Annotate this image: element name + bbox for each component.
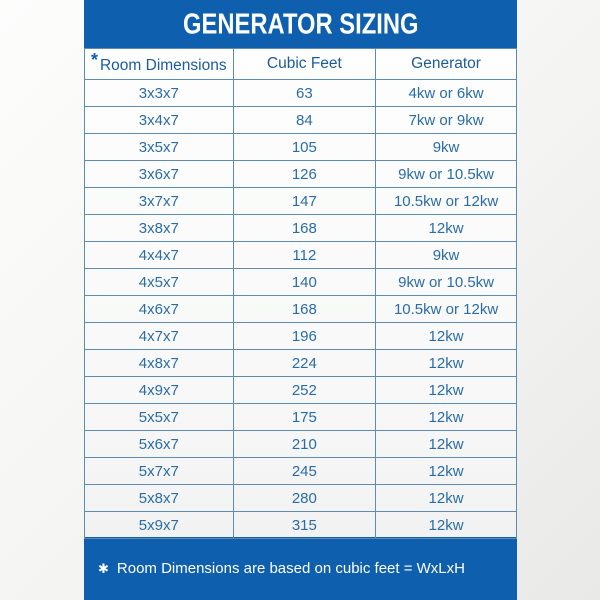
generator-cell: 9kw or 10.5kw <box>376 269 517 296</box>
asterisk-mark: * <box>90 49 98 70</box>
generator-cell: 9kw <box>376 242 517 269</box>
room-dimensions-cell: 3x7x7 <box>85 188 234 215</box>
table-row <box>85 323 517 350</box>
room-dimensions-cell: 3x3x7 <box>85 80 234 107</box>
generator-cell: 9kw or 10.5kw <box>376 161 517 188</box>
table-body <box>85 80 517 539</box>
table-row <box>85 404 517 431</box>
generator-sizing-panel <box>84 0 517 600</box>
table-header <box>85 49 517 80</box>
generator-cell: 12kw <box>376 404 517 431</box>
header-room-dimensions-label: Room Dimensions <box>99 56 227 74</box>
cubic-feet-cell: 84 <box>233 107 376 134</box>
room-dimensions-cell: 4x9x7 <box>85 377 234 404</box>
room-dimensions-cell: 5x5x7 <box>85 404 234 431</box>
table-row <box>85 350 517 377</box>
sizing-table <box>84 48 517 539</box>
sizing-table-wrap <box>84 48 517 537</box>
room-dimensions-cell: 4x7x7 <box>85 323 234 350</box>
generator-cell: 9kw <box>376 134 517 161</box>
asterisk-mark: ✱ <box>98 560 109 576</box>
title-band <box>84 0 517 48</box>
cubic-feet-cell: 196 <box>233 323 376 350</box>
room-dimensions-cell: 5x9x7 <box>85 512 234 539</box>
room-dimensions-cell: 4x8x7 <box>85 350 234 377</box>
table-row <box>85 512 517 539</box>
cubic-feet-cell: 147 <box>233 188 376 215</box>
table-row <box>85 485 517 512</box>
table-row <box>85 269 517 296</box>
room-dimensions-cell: 3x5x7 <box>85 134 234 161</box>
generator-cell: 12kw <box>376 215 517 242</box>
table-row <box>85 134 517 161</box>
room-dimensions-cell: 4x5x7 <box>85 269 234 296</box>
cubic-feet-cell: 210 <box>233 431 376 458</box>
table-row <box>85 107 517 134</box>
cubic-feet-cell: 168 <box>233 215 376 242</box>
cubic-feet-cell: 224 <box>233 350 376 377</box>
header-cubic-feet: Cubic Feet <box>233 49 376 80</box>
generator-cell: 12kw <box>376 377 517 404</box>
cubic-feet-cell: 126 <box>233 161 376 188</box>
generator-cell: 12kw <box>376 323 517 350</box>
table-row <box>85 215 517 242</box>
table-row <box>85 80 517 107</box>
header-room-dimensions <box>85 49 234 80</box>
table-row <box>85 161 517 188</box>
cubic-feet-cell: 63 <box>233 80 376 107</box>
generator-cell: 12kw <box>376 458 517 485</box>
cubic-feet-cell: 105 <box>233 134 376 161</box>
cubic-feet-cell: 112 <box>233 242 376 269</box>
table-row <box>85 242 517 269</box>
generator-cell: 4kw or 6kw <box>376 80 517 107</box>
room-dimensions-cell: 5x6x7 <box>85 431 234 458</box>
table-row <box>85 458 517 485</box>
room-dimensions-cell: 3x4x7 <box>85 107 234 134</box>
room-dimensions-cell: 4x4x7 <box>85 242 234 269</box>
cubic-feet-cell: 252 <box>233 377 376 404</box>
cubic-feet-cell: 315 <box>233 512 376 539</box>
header-row <box>85 49 517 80</box>
generator-cell: 12kw <box>376 350 517 377</box>
room-dimensions-cell: 4x6x7 <box>85 296 234 323</box>
page-title: GENERATOR SIZING <box>182 7 419 40</box>
room-dimensions-cell: 3x8x7 <box>85 215 234 242</box>
room-dimensions-cell: 3x6x7 <box>85 161 234 188</box>
cubic-feet-cell: 175 <box>233 404 376 431</box>
header-generator: Generator <box>376 49 517 80</box>
cubic-feet-cell: 280 <box>233 485 376 512</box>
table-row <box>85 431 517 458</box>
footnote-text: Room Dimensions are based on cubic feet = WxLxH <box>116 560 465 577</box>
table-row <box>85 377 517 404</box>
cubic-feet-cell: 168 <box>233 296 376 323</box>
generator-cell: 12kw <box>376 512 517 539</box>
table-row <box>85 188 517 215</box>
cubic-feet-cell: 245 <box>233 458 376 485</box>
generator-cell: 12kw <box>376 431 517 458</box>
room-dimensions-cell: 5x8x7 <box>85 485 234 512</box>
room-dimensions-cell: 5x7x7 <box>85 458 234 485</box>
generator-cell: 12kw <box>376 485 517 512</box>
generator-cell: 7kw or 9kw <box>376 107 517 134</box>
table-row <box>85 296 517 323</box>
footnote <box>84 537 517 600</box>
cubic-feet-cell: 140 <box>233 269 376 296</box>
generator-cell: 10.5kw or 12kw <box>376 188 517 215</box>
generator-cell: 10.5kw or 12kw <box>376 296 517 323</box>
